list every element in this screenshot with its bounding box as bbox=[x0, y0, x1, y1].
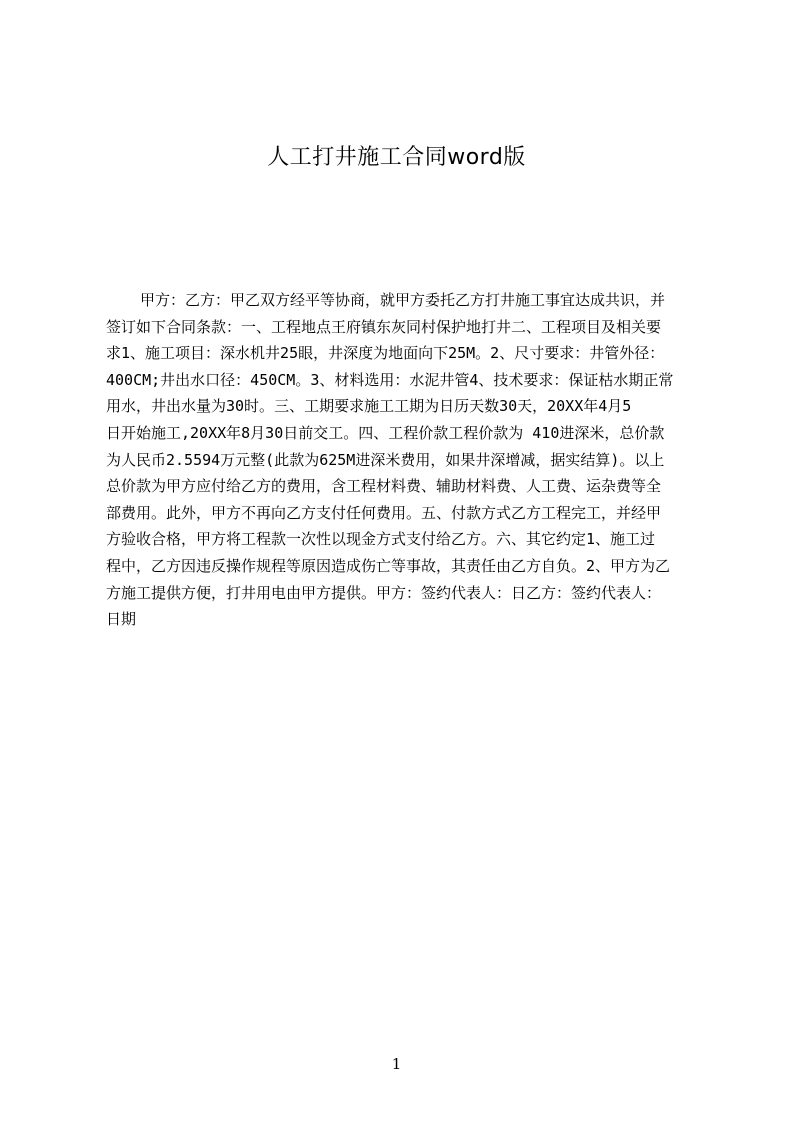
document-title: 人工打井施工合同word版 bbox=[267, 145, 526, 170]
contract-body bbox=[106, 287, 696, 647]
body-line: 为人民币2.5594万元整(此款为625M进深米费用，如果井深增减，据实结算)。以上 bbox=[106, 450, 665, 469]
body-line: 400CM;井出水口径：450CM。3、材料选用：水泥井管4、技术要求：保证枯水期正常 bbox=[106, 370, 674, 389]
page-number: 1 bbox=[391, 1055, 402, 1073]
body-line: 总价款为甲方应付给乙方的费用，含工程材料费、辅助材料费、人工费、运杂费等全 bbox=[106, 477, 662, 496]
body-line: 甲方：乙方：甲乙双方经平等协商，就甲方委托乙方打井施工事宜达成共识，并 bbox=[140, 291, 666, 309]
body-line: 方施工提供方便，打井用电由甲方提供。甲方：签约代表人：日乙方：签约代表人： bbox=[106, 583, 662, 602]
body-line: 日开始施工,20XX年8月30日前交工。四、工程价款工程价款为 410进深米，总价款 bbox=[106, 423, 665, 442]
body-line: 程中，乙方因违反操作规程等原因造成伤亡等事故，其责任由乙方自负。2、甲方为乙 bbox=[106, 556, 671, 575]
body-line: 求1、施工项目：深水机井25眼，井深度为地面向下25M。2、尺寸要求：井管外径： bbox=[106, 344, 665, 363]
body-line: 部费用。此外，甲方不再向乙方支付任何费用。五、付款方式乙方工程完工，并经甲 bbox=[106, 503, 662, 522]
body-line: 日期 bbox=[106, 610, 137, 629]
body-line: 用水，井出水量为30时。三、工期要求施工工期为日历天数30天，20XX年4月5 bbox=[106, 397, 632, 416]
body-line: 方验收合格，甲方将工程款一次性以现金方式支付给乙方。六、其它约定1、施工过 bbox=[106, 530, 656, 549]
body-line: 签订如下合同条款：一、工程地点王府镇东灰同村保护地打井二、工程项目及相关要 bbox=[106, 317, 662, 336]
